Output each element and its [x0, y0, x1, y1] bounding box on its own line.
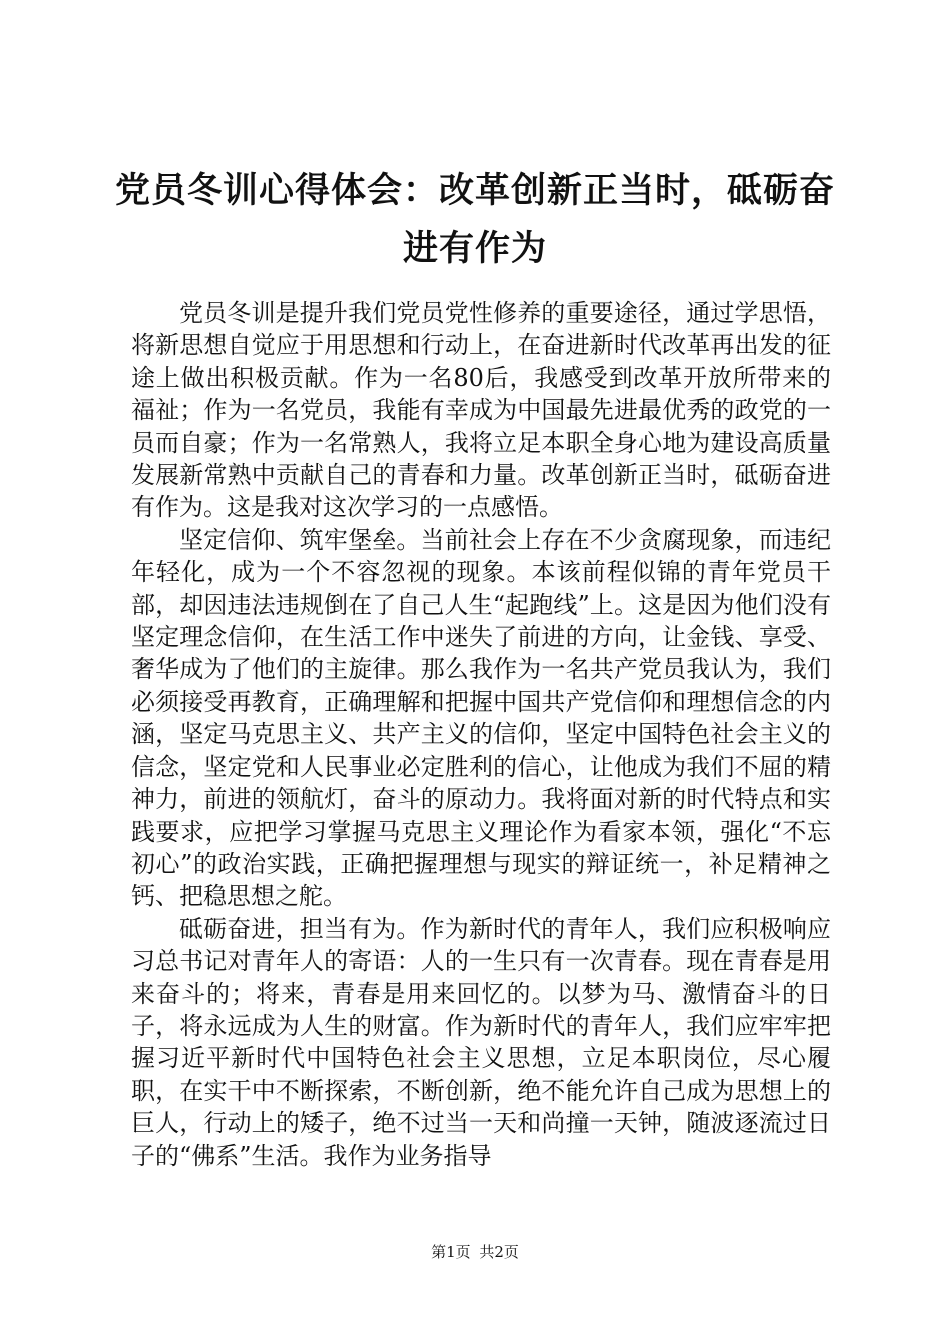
paragraph-3: 砥砺奋进，担当有为。作为新时代的青年人，我们应积极响应习总书记对青年人的寄语：人的一生只有一次青春。现在青春是用来奋斗的；将来，青春是用来回忆的。以梦为马、激情奋斗的日子，将永远成为人生的财富。作为新时代的青年人，我们应牢牢把握习近平新时代中国特色社会主义思想，立足本职岗位，尽心履职，在实干中不断探索，不断创新，绝不能允许自己成为思想上的巨人，行动上的矮子，绝不过当一天和尚撞一天钟，随波逐流过日子的“佛系”生活。我作为业务指导 [131, 914, 831, 1170]
page-total: 共2页 [479, 1243, 519, 1261]
paragraph-1: 党员冬训是提升我们党员党性修养的重要途径，通过学思悟，将新思想自觉应于用思想和行动上，在奋进新时代改革再出发的征途上做出积极贡献。作为一名80后，我感受到改革开放所带来的福祉；作为一名党员，我能有幸成为中国最先进最优秀的政党的一员而自豪；作为一名常熟人，我将立足本职全身心地为建设高质量发展新常熟中贡献自己的青春和力量。改革创新正当时，砥砺奋进有作为。这是我对这次学习的一点感悟。 [131, 299, 831, 522]
page-footer [0, 1242, 950, 1262]
page-number: 第1页 [431, 1243, 471, 1261]
document-body [131, 297, 831, 1172]
paragraph-2: 坚定信仰、筑牢堡垒。当前社会上存在不少贪腐现象，而违纪年轻化，成为一个不容忽视的现象。本该前程似锦的青年党员干部，却因违法违规倒在了自己人生“起跑线”上。这是因为他们没有坚定理念信仰，在生活工作中迷失了前进的方向，让金钱、享受、奢华成为了他们的主旋律。那么我作为一名共产党员我认为，我们必须接受再教育，正确理解和把握中国共产党信仰和理想信念的内涵，坚定马克思主义、共产主义的信仰，坚定中国特色社会主义的信念，坚定党和人民事业必定胜利的信心，让他成为我们不屈的精神力，前进的领航灯，奋斗的原动力。我将面对新的时代特点和实践要求，应把学习掌握马克思主义理论作为看家本领，强化“不忘初心”的政治实践，正确把握理想与现实的辩证统一，补足精神之钙、把稳思想之舵。 [131, 525, 831, 911]
document-title: 党员冬训心得体会：改革创新正当时，砥砺奋进有作为 [114, 171, 835, 269]
